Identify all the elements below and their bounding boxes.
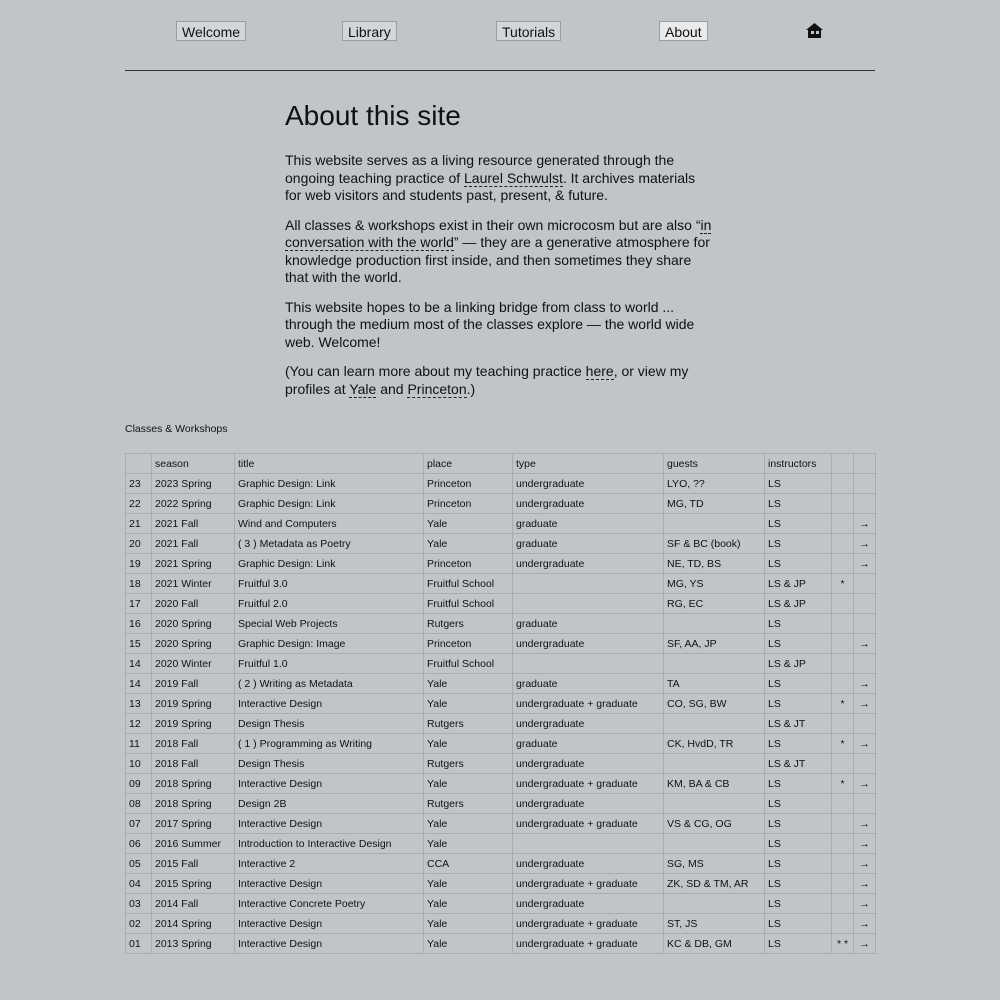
table-cell-type: graduate <box>513 534 664 554</box>
table-cell-number: 04 <box>126 874 152 894</box>
table-cell-note <box>832 714 854 734</box>
table-cell-instructors: LS <box>765 854 832 874</box>
table-cell-note <box>832 794 854 814</box>
in-conversation-link[interactable]: in conversation with the world <box>285 216 712 250</box>
table-cell-season: 2020 Fall <box>152 594 235 614</box>
table-cell-title: Graphic Design: Link <box>235 494 424 514</box>
paragraph-text: .) <box>466 380 476 397</box>
table-cell-place: Rutgers <box>424 754 513 774</box>
table-cell-instructors: LS <box>765 794 832 814</box>
classes-section-label: Classes & Workshops <box>125 423 228 435</box>
paragraph-text: . It archives materials for web visitors and students past, present, & future. <box>285 169 696 203</box>
table-cell-instructors: LS <box>765 814 832 834</box>
table-cell-number: 14 <box>126 654 152 674</box>
table-cell-place: Princeton <box>424 554 513 574</box>
table-cell-number: 19 <box>126 554 152 574</box>
table-cell-type: undergraduate + graduate <box>513 774 664 794</box>
nav-about-button[interactable]: About <box>659 21 708 41</box>
yale-profile-link[interactable]: Yale <box>349 380 377 397</box>
table-cell-title: Introduction to Interactive Design <box>235 834 424 854</box>
table-row <box>126 814 876 834</box>
table-cell-link <box>854 714 876 734</box>
table-cell-guests <box>664 834 765 854</box>
arrow-right-icon[interactable]: → <box>854 874 876 894</box>
table-cell-guests: SF, AA, JP <box>664 634 765 654</box>
table-cell-title: Interactive Design <box>235 934 424 954</box>
table-cell-type: undergraduate + graduate <box>513 814 664 834</box>
table-cell-guests: MG, YS <box>664 574 765 594</box>
table-row <box>126 654 876 674</box>
table-cell-guests <box>664 514 765 534</box>
table-cell-type: undergraduate <box>513 794 664 814</box>
arrow-right-icon[interactable]: → <box>854 894 876 914</box>
table-cell-place: Rutgers <box>424 794 513 814</box>
table-cell-guests: CK, HvdD, TR <box>664 734 765 754</box>
table-cell-season: 2020 Spring <box>152 634 235 654</box>
table-cell-link <box>854 614 876 634</box>
about-section <box>285 100 715 410</box>
table-cell-season: 2013 Spring <box>152 934 235 954</box>
table-cell-type: undergraduate <box>513 714 664 734</box>
table-cell-instructors: LS & JT <box>765 754 832 774</box>
princeton-profile-link[interactable]: Princeton <box>407 380 467 397</box>
table-cell-instructors: LS <box>765 694 832 714</box>
table-cell-note: * <box>832 774 854 794</box>
paragraph-text: , or view my profiles at <box>285 363 689 397</box>
table-cell-season: 2014 Spring <box>152 914 235 934</box>
table-cell-guests: KM, BA & CB <box>664 774 765 794</box>
paragraph-text: ” — they are a generative atmosphere for knowledge production first inside, and then sometimes they share that with the world. <box>285 234 710 285</box>
table-cell-number: 03 <box>126 894 152 914</box>
table-cell-instructors: LS & JP <box>765 654 832 674</box>
table-cell-number: 13 <box>126 694 152 714</box>
table-cell-link <box>854 494 876 514</box>
paragraph-text: (You can learn more about my teaching practice <box>285 363 586 379</box>
table-row <box>126 534 876 554</box>
table-cell-guests <box>664 714 765 734</box>
table-cell-place: Yale <box>424 774 513 794</box>
table-cell-type <box>513 594 664 614</box>
table-cell-note <box>832 874 854 894</box>
table-cell-instructors: LS & JP <box>765 594 832 614</box>
table-cell-place: Yale <box>424 734 513 754</box>
table-cell-instructors: LS <box>765 514 832 534</box>
table-cell-place: Princeton <box>424 634 513 654</box>
table-row <box>126 874 876 894</box>
table-cell-number: 06 <box>126 834 152 854</box>
table-cell-number: 01 <box>126 934 152 954</box>
arrow-right-icon[interactable]: → <box>854 674 876 694</box>
table-cell-link <box>854 474 876 494</box>
table-cell-season: 2021 Winter <box>152 574 235 594</box>
column-header-number <box>126 454 152 474</box>
table-cell-season: 2020 Winter <box>152 654 235 674</box>
table-cell-instructors: LS <box>765 474 832 494</box>
arrow-right-icon[interactable]: → <box>854 514 876 534</box>
column-header-season: season <box>152 454 235 474</box>
paragraph-text: All classes & workshops exist in their own microcosm but are also “ <box>285 216 701 233</box>
table-cell-number: 12 <box>126 714 152 734</box>
table-row <box>126 574 876 594</box>
table-cell-place: Yale <box>424 514 513 534</box>
table-cell-instructors: LS <box>765 774 832 794</box>
table-cell-note: * <box>832 574 854 594</box>
table-cell-place: Fruitful School <box>424 574 513 594</box>
table-cell-place: Fruitful School <box>424 594 513 614</box>
table-row <box>126 474 876 494</box>
table-cell-place: Rutgers <box>424 614 513 634</box>
table-cell-title: Fruitful 1.0 <box>235 654 424 674</box>
table-cell-instructors: LS <box>765 554 832 574</box>
arrow-right-icon[interactable]: → <box>854 694 876 714</box>
table-cell-title: Interactive Design <box>235 774 424 794</box>
table-cell-season: 2019 Fall <box>152 674 235 694</box>
arrow-right-icon[interactable]: → <box>854 854 876 874</box>
table-cell-title: Design Thesis <box>235 754 424 774</box>
table-cell-instructors: LS <box>765 934 832 954</box>
table-cell-note <box>832 634 854 654</box>
table-row <box>126 754 876 774</box>
table-cell-type: graduate <box>513 514 664 534</box>
table-cell-number: 14 <box>126 674 152 694</box>
table-cell-instructors: LS <box>765 734 832 754</box>
table-cell-season: 2018 Fall <box>152 734 235 754</box>
table-cell-guests: TA <box>664 674 765 694</box>
table-cell-type <box>513 654 664 674</box>
table-row <box>126 934 876 954</box>
table-cell-type: undergraduate <box>513 894 664 914</box>
table-cell-season: 2015 Fall <box>152 854 235 874</box>
table-cell-season: 2014 Fall <box>152 894 235 914</box>
table-row <box>126 634 876 654</box>
table-cell-place: CCA <box>424 854 513 874</box>
table-cell-note <box>832 754 854 774</box>
table-cell-link <box>854 574 876 594</box>
arrow-right-icon[interactable]: → <box>854 934 876 954</box>
column-header-place: place <box>424 454 513 474</box>
table-cell-season: 2021 Fall <box>152 514 235 534</box>
table-cell-instructors: LS & JT <box>765 714 832 734</box>
table-cell-type: undergraduate <box>513 634 664 654</box>
paragraph-text: This website serves as a living resource generated through the ongoing teaching practice of <box>285 152 675 186</box>
table-cell-guests <box>664 654 765 674</box>
table-cell-guests: MG, TD <box>664 494 765 514</box>
table-row <box>126 774 876 794</box>
table-cell-note <box>832 674 854 694</box>
table-cell-type: undergraduate <box>513 754 664 774</box>
column-header-guests: guests <box>664 454 765 474</box>
table-cell-number: 15 <box>126 634 152 654</box>
table-cell-note <box>832 914 854 934</box>
table-cell-title: Graphic Design: Image <box>235 634 424 654</box>
table-cell-instructors: LS <box>765 634 832 654</box>
table-cell-season: 2021 Spring <box>152 554 235 574</box>
table-cell-type: undergraduate + graduate <box>513 694 664 714</box>
table-cell-note <box>832 494 854 514</box>
table-row <box>126 914 876 934</box>
table-cell-note <box>832 814 854 834</box>
table-row <box>126 854 876 874</box>
table-cell-place: Yale <box>424 914 513 934</box>
table-cell-place: Yale <box>424 874 513 894</box>
table-cell-number: 22 <box>126 494 152 514</box>
table-cell-instructors: LS <box>765 674 832 694</box>
table-cell-type: undergraduate + graduate <box>513 874 664 894</box>
table-cell-number: 20 <box>126 534 152 554</box>
arrow-right-icon[interactable]: → <box>854 554 876 574</box>
table-row <box>126 834 876 854</box>
table-row <box>126 554 876 574</box>
column-header-type: type <box>513 454 664 474</box>
table-cell-season: 2015 Spring <box>152 874 235 894</box>
table-cell-guests <box>664 894 765 914</box>
table-row <box>126 614 876 634</box>
table-cell-guests <box>664 614 765 634</box>
table-cell-type: graduate <box>513 614 664 634</box>
arrow-right-icon[interactable]: → <box>854 814 876 834</box>
table-cell-title: Interactive Design <box>235 914 424 934</box>
table-cell-guests <box>664 794 765 814</box>
table-row <box>126 594 876 614</box>
table-cell-note <box>832 854 854 874</box>
table-cell-place: Yale <box>424 674 513 694</box>
table-cell-season: 2016 Summer <box>152 834 235 854</box>
table-cell-type: undergraduate <box>513 854 664 874</box>
table-cell-place: Rutgers <box>424 714 513 734</box>
table-cell-instructors: LS <box>765 874 832 894</box>
table-row <box>126 694 876 714</box>
table-header-row <box>126 454 876 474</box>
table-cell-number: 21 <box>126 514 152 534</box>
table-cell-title: Fruitful 2.0 <box>235 594 424 614</box>
table-cell-guests: NE, TD, BS <box>664 554 765 574</box>
table-cell-title: Interactive Design <box>235 874 424 894</box>
table-cell-season: 2017 Spring <box>152 814 235 834</box>
table-cell-guests: SF & BC (book) <box>664 534 765 554</box>
table-cell-instructors: LS <box>765 494 832 514</box>
about-paragraph-2 <box>285 217 715 287</box>
table-cell-guests <box>664 754 765 774</box>
table-cell-note <box>832 614 854 634</box>
table-cell-title: ( 1 ) Programming as Writing <box>235 734 424 754</box>
table-cell-title: Fruitful 3.0 <box>235 574 424 594</box>
nav-tutorials-button[interactable]: Tutorials <box>496 21 561 41</box>
table-cell-season: 2018 Fall <box>152 754 235 774</box>
table-cell-number: 07 <box>126 814 152 834</box>
table-cell-place: Yale <box>424 534 513 554</box>
table-cell-season: 2022 Spring <box>152 494 235 514</box>
table-cell-title: Special Web Projects <box>235 614 424 634</box>
table-cell-place: Princeton <box>424 494 513 514</box>
table-cell-link <box>854 794 876 814</box>
table-cell-title: Design Thesis <box>235 714 424 734</box>
table-cell-guests: ST, JS <box>664 914 765 934</box>
table-cell-guests: KC & DB, GM <box>664 934 765 954</box>
column-header-title: title <box>235 454 424 474</box>
table-cell-title: Interactive Concrete Poetry <box>235 894 424 914</box>
table-cell-type: undergraduate <box>513 474 664 494</box>
table-cell-place: Yale <box>424 814 513 834</box>
table-cell-season: 2021 Fall <box>152 534 235 554</box>
table-cell-season: 2019 Spring <box>152 694 235 714</box>
table-cell-number: 23 <box>126 474 152 494</box>
table-cell-title: ( 2 ) Writing as Metadata <box>235 674 424 694</box>
table-cell-note <box>832 654 854 674</box>
table-cell-place: Yale <box>424 934 513 954</box>
arrow-right-icon[interactable]: → <box>854 734 876 754</box>
table-cell-instructors: LS <box>765 534 832 554</box>
table-cell-title: Interactive 2 <box>235 854 424 874</box>
table-header <box>126 454 876 474</box>
table-row <box>126 674 876 694</box>
table-cell-title: Graphic Design: Link <box>235 554 424 574</box>
arrow-right-icon[interactable]: → <box>854 834 876 854</box>
column-header-link <box>854 454 876 474</box>
page-title: About this site <box>285 100 461 131</box>
table-cell-season: 2023 Spring <box>152 474 235 494</box>
column-header-note <box>832 454 854 474</box>
arrow-right-icon[interactable]: → <box>854 774 876 794</box>
table-cell-number: 08 <box>126 794 152 814</box>
table-cell-type: undergraduate <box>513 494 664 514</box>
about-paragraph-4 <box>285 363 715 398</box>
table-cell-note <box>832 554 854 574</box>
home-icon[interactable] <box>806 23 823 38</box>
table-cell-note: * * <box>832 934 854 954</box>
table-cell-type: graduate <box>513 674 664 694</box>
classes-table <box>125 453 876 954</box>
table-cell-number: 09 <box>126 774 152 794</box>
table-row <box>126 794 876 814</box>
table-body <box>126 474 876 954</box>
top-nav <box>0 0 1000 70</box>
table-row <box>126 514 876 534</box>
table-cell-note <box>832 474 854 494</box>
table-cell-note <box>832 894 854 914</box>
table-cell-type: graduate <box>513 734 664 754</box>
table-cell-instructors: LS & JP <box>765 574 832 594</box>
table-cell-place: Princeton <box>424 474 513 494</box>
arrow-right-icon[interactable]: → <box>854 534 876 554</box>
table-cell-number: 11 <box>126 734 152 754</box>
table-cell-season: 2018 Spring <box>152 774 235 794</box>
table-cell-link <box>854 754 876 774</box>
table-cell-instructors: LS <box>765 614 832 634</box>
arrow-right-icon[interactable]: → <box>854 914 876 934</box>
table-cell-guests: LYO, ?? <box>664 474 765 494</box>
table-cell-type: undergraduate + graduate <box>513 934 664 954</box>
table-row <box>126 494 876 514</box>
table-cell-season: 2020 Spring <box>152 614 235 634</box>
table-cell-guests: CO, SG, BW <box>664 694 765 714</box>
table-row <box>126 894 876 914</box>
nav-library-button[interactable]: Library <box>342 21 397 41</box>
table-cell-type <box>513 834 664 854</box>
table-cell-place: Yale <box>424 834 513 854</box>
nav-welcome-button[interactable]: Welcome <box>176 21 246 41</box>
table-cell-number: 18 <box>126 574 152 594</box>
laurel-schwulst-link[interactable]: Laurel Schwulst <box>464 169 563 186</box>
table-cell-guests: ZK, SD & TM, AR <box>664 874 765 894</box>
table-cell-guests: VS & CG, OG <box>664 814 765 834</box>
table-cell-guests: SG, MS <box>664 854 765 874</box>
table-row <box>126 714 876 734</box>
table-cell-place: Fruitful School <box>424 654 513 674</box>
table-cell-title: Interactive Design <box>235 694 424 714</box>
table-cell-number: 16 <box>126 614 152 634</box>
table-row <box>126 734 876 754</box>
table-cell-title: Interactive Design <box>235 814 424 834</box>
paragraph-text: and <box>376 380 408 397</box>
table-cell-guests: RG, EC <box>664 594 765 614</box>
about-paragraph-3: This website hopes to be a linking bridge from class to world ... through the medium most of the classes explore — the world wide web. Welcome! <box>285 298 695 350</box>
table-cell-instructors: LS <box>765 894 832 914</box>
table-cell-title: Wind and Computers <box>235 514 424 534</box>
table-cell-note <box>832 514 854 534</box>
table-cell-instructors: LS <box>765 834 832 854</box>
table-cell-place: Yale <box>424 694 513 714</box>
table-cell-type <box>513 574 664 594</box>
teaching-practice-here-link[interactable]: here <box>585 363 614 379</box>
table-cell-note <box>832 594 854 614</box>
column-header-instructors: instructors <box>765 454 832 474</box>
table-cell-note: * <box>832 734 854 754</box>
table-cell-number: 10 <box>126 754 152 774</box>
table-cell-link <box>854 654 876 674</box>
table-cell-type: undergraduate + graduate <box>513 914 664 934</box>
table-cell-note <box>832 834 854 854</box>
table-cell-season: 2018 Spring <box>152 794 235 814</box>
arrow-right-icon[interactable]: → <box>854 634 876 654</box>
table-cell-link <box>854 594 876 614</box>
table-cell-title: Graphic Design: Link <box>235 474 424 494</box>
table-cell-place: Yale <box>424 894 513 914</box>
table-cell-title: Design 2B <box>235 794 424 814</box>
table-cell-note <box>832 534 854 554</box>
about-paragraph-1 <box>285 152 715 205</box>
table-cell-instructors: LS <box>765 914 832 934</box>
table-cell-number: 17 <box>126 594 152 614</box>
table-cell-number: 05 <box>126 854 152 874</box>
table-cell-note: * <box>832 694 854 714</box>
table-cell-type: undergraduate <box>513 554 664 574</box>
nav-divider <box>125 70 875 71</box>
table-cell-title: ( 3 ) Metadata as Poetry <box>235 534 424 554</box>
table-cell-number: 02 <box>126 914 152 934</box>
table-cell-season: 2019 Spring <box>152 714 235 734</box>
